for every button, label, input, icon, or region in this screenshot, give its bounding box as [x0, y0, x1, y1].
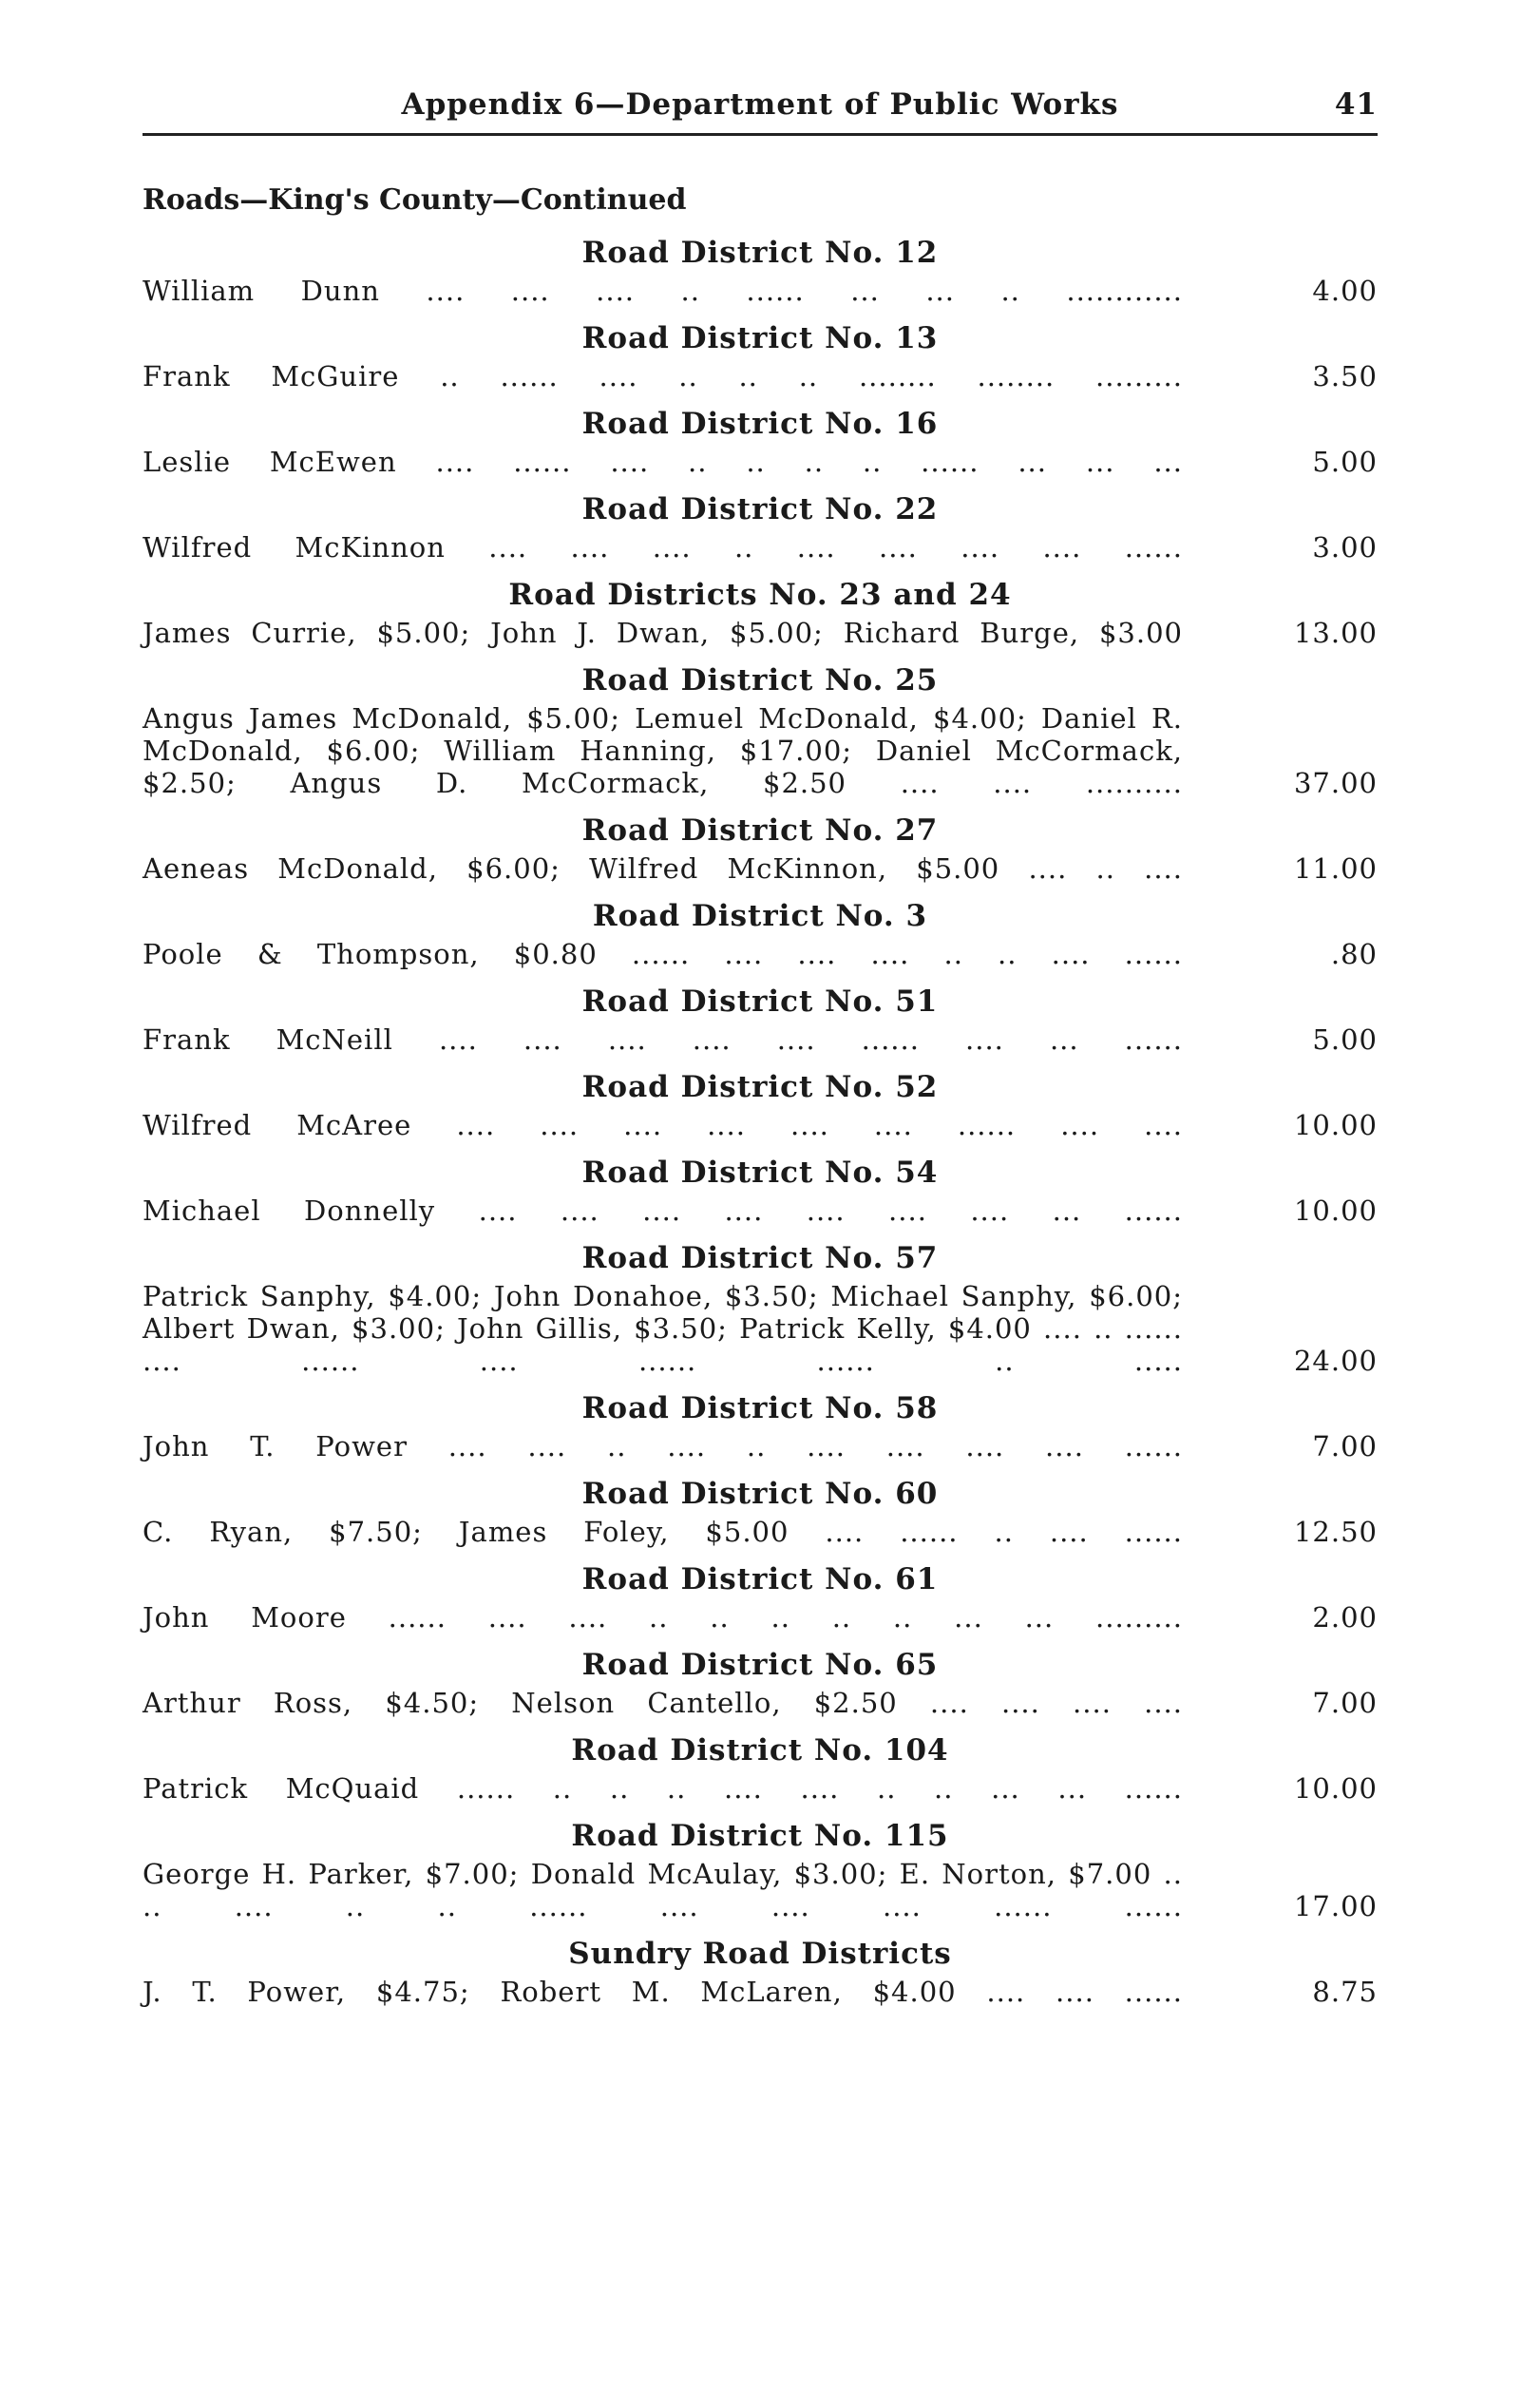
district-heading: Road District No. 58	[581, 1391, 939, 1425]
entry-text: John Moore ...... .... .... .. .. .. .. .. ... ... .........	[143, 1601, 1183, 1634]
district-heading: Road District No. 3	[592, 899, 928, 933]
road-district-section	[143, 487, 1378, 564]
entry-text: Leslie McEwen .... ...... .... .. .. .. .. ...... ... ... ...	[143, 446, 1183, 478]
entry-text: William Dunn .... .... .... .. ...... ... ... .. ............	[143, 275, 1183, 307]
district-heading: Road District No. 12	[581, 236, 939, 270]
entry-amount: 37.00	[1293, 767, 1378, 799]
entry-text: J. T. Power, $4.75; Robert M. McLaren, $4.00 .... .... ......	[143, 1976, 1183, 2008]
district-heading: Road District No. 13	[581, 321, 939, 355]
entry-text: Aeneas McDonald, $6.00; Wilfred McKinnon, $5.00 .... .. ....	[143, 852, 1183, 885]
district-heading: Road District No. 57	[581, 1241, 939, 1275]
entry-row	[143, 852, 1378, 885]
entry-row	[143, 1858, 1378, 1922]
entry-row	[143, 1976, 1378, 2008]
entry-row	[143, 1516, 1378, 1548]
district-heading: Road District No. 52	[581, 1070, 939, 1104]
page	[143, 84, 1378, 2008]
entry-amount: 13.00	[1293, 617, 1378, 649]
district-heading: Road District No. 104	[571, 1733, 949, 1768]
road-district-section	[143, 1065, 1378, 1141]
district-heading: Road District No. 51	[581, 984, 939, 1019]
entry-text: C. Ryan, $7.50; James Foley, $5.00 .... ...... .. .... ......	[143, 1516, 1183, 1548]
road-district-section	[143, 1814, 1378, 1922]
entry-text: Frank McNeill .... .... .... .... .... ...... .... ... ......	[143, 1023, 1183, 1056]
district-heading: Road District No. 61	[581, 1562, 939, 1596]
district-heading: Road District No. 65	[581, 1648, 939, 1682]
entry-row	[143, 1772, 1378, 1805]
entry-text: Michael Donnelly .... .... .... .... .... .... .... ... ......	[143, 1194, 1183, 1227]
entry-text: Angus James McDonald, $5.00; Lemuel McDonald, $4.00; Daniel R. McDonald, $6.00; William Hanning, $17.00; Daniel McCormack, $2.50; Angus D. McCormack, $2.50 .... .... ..........	[143, 702, 1183, 799]
entry-amount: 7.00	[1312, 1430, 1378, 1462]
district-heading: Sundry Road Districts	[568, 1937, 952, 1971]
entry-row	[143, 1109, 1378, 1141]
road-district-section	[143, 1643, 1378, 1719]
entry-row	[143, 531, 1378, 564]
entry-text: Wilfred McKinnon .... .... .... .. .... .... .... .... ......	[143, 531, 1183, 564]
entry-row	[143, 1687, 1378, 1719]
entry-amount: 10.00	[1293, 1772, 1378, 1805]
entry-amount: 2.00	[1312, 1601, 1378, 1634]
running-head: Roads—King's County—Continued	[143, 183, 687, 217]
entry-text: George H. Parker, $7.00; Donald McAulay, $3.00; E. Norton, $7.00 .. .. .... .. .. ...... .... .... .... ...... ......	[143, 1858, 1183, 1922]
entry-amount: 10.00	[1293, 1109, 1378, 1141]
sections-list	[143, 231, 1378, 2008]
entry-amount: .80	[1330, 938, 1378, 970]
road-district-section	[143, 1558, 1378, 1634]
district-heading: Road District No. 27	[581, 813, 939, 848]
entry-amount: 24.00	[1293, 1345, 1378, 1377]
entry-amount: 7.00	[1312, 1687, 1378, 1719]
district-heading: Road District No. 115	[571, 1819, 949, 1853]
entry-amount: 12.50	[1293, 1516, 1378, 1548]
district-heading: Road District No. 60	[581, 1477, 939, 1511]
entry-amount: 3.50	[1312, 360, 1378, 392]
road-district-section	[143, 1932, 1378, 2008]
district-heading: Road District No. 25	[581, 663, 939, 698]
entry-text: Patrick McQuaid ...... .. .. .. .... .... .. .. ... ... ......	[143, 1772, 1183, 1805]
road-district-section	[143, 573, 1378, 649]
entry-row	[143, 1194, 1378, 1227]
road-district-section	[143, 809, 1378, 885]
entry-amount: 5.00	[1312, 1023, 1378, 1056]
entry-row	[143, 617, 1378, 649]
district-heading: Road District No. 22	[581, 492, 939, 526]
road-district-section	[143, 980, 1378, 1056]
entry-text: Patrick Sanphy, $4.00; John Donahoe, $3.50; Michael Sanphy, $6.00; Albert Dwan, $3.00; John Gillis, $3.50; Patrick Kelly, $4.00 .... .. ...... .... ...... .... ...... ...... .. .....	[143, 1280, 1183, 1377]
entry-row	[143, 1023, 1378, 1056]
entry-row	[143, 360, 1378, 392]
entry-text: James Currie, $5.00; John J. Dwan, $5.00; Richard Burge, $3.00	[143, 617, 1183, 649]
road-district-section	[143, 402, 1378, 478]
district-heading: Road Districts No. 23 and 24	[508, 578, 1012, 612]
district-heading: Road District No. 54	[581, 1156, 939, 1190]
entry-text: John T. Power .... .... .. .... .. .... .... .... .... ......	[143, 1430, 1183, 1462]
entry-amount: 4.00	[1312, 275, 1378, 307]
entry-amount: 5.00	[1312, 446, 1378, 478]
entry-amount: 11.00	[1293, 852, 1378, 885]
entry-row	[143, 275, 1378, 307]
page-number: 41	[1334, 87, 1378, 122]
entry-row	[143, 938, 1378, 970]
road-district-section	[143, 316, 1378, 392]
entry-text: Frank McGuire .. ...... .... .. .. .. ........ ........ .........	[143, 360, 1183, 392]
road-district-section	[143, 1729, 1378, 1805]
road-district-section	[143, 894, 1378, 970]
entry-amount: 3.00	[1312, 531, 1378, 564]
entry-amount: 8.75	[1312, 1976, 1378, 2008]
entry-text: Wilfred McAree .... .... .... .... .... .... ...... .... ....	[143, 1109, 1183, 1141]
road-district-section	[143, 1151, 1378, 1227]
entry-row	[143, 702, 1378, 799]
road-district-section	[143, 1236, 1378, 1377]
road-district-section	[143, 659, 1378, 799]
page-title: Appendix 6—Department of Public Works	[401, 87, 1119, 122]
page-header	[143, 84, 1378, 136]
road-district-section	[143, 1472, 1378, 1548]
entry-text: Arthur Ross, $4.50; Nelson Cantello, $2.50 .... .... .... ....	[143, 1687, 1183, 1719]
entry-amount: 17.00	[1293, 1890, 1378, 1922]
district-heading: Road District No. 16	[581, 407, 939, 441]
entry-row	[143, 1430, 1378, 1462]
entry-text: Poole & Thompson, $0.80 ...... .... .... .... .. .. .... ......	[143, 938, 1183, 970]
entry-row	[143, 1280, 1378, 1377]
entry-row	[143, 1601, 1378, 1634]
road-district-section	[143, 1386, 1378, 1462]
road-district-section	[143, 231, 1378, 307]
entry-row	[143, 446, 1378, 478]
entry-amount: 10.00	[1293, 1194, 1378, 1227]
